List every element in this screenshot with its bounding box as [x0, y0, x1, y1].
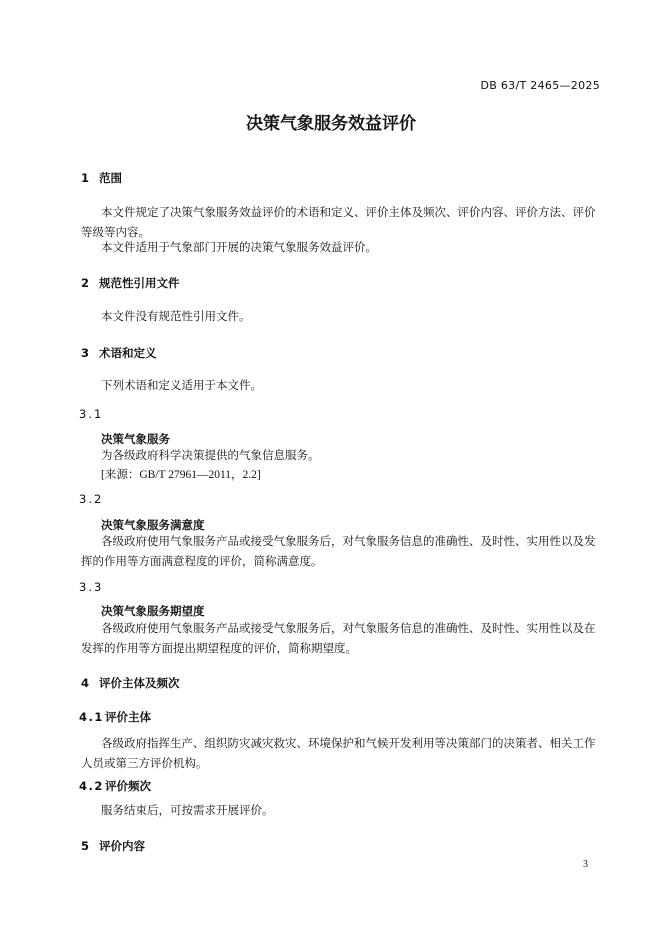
clause-title: 评价频次 [105, 779, 151, 793]
text-line: 挥的作用等方面满意程度的评价，简称满意度。 [81, 556, 323, 568]
clause-3-3-number: 3.3 [79, 580, 104, 594]
section-title: 评价内容 [99, 839, 145, 853]
clause-number: 4.2 [79, 779, 104, 793]
page-number: 3 [583, 859, 588, 870]
section-number: 1 [81, 171, 90, 185]
clause-3-1-number: 3.1 [79, 407, 104, 421]
clause-title: 评价主体 [105, 710, 151, 724]
section-2-paragraph: 本文件没有规范性引用文件。 [101, 311, 251, 323]
section-1-paragraph-2: 本文件适用于气象部门开展的决策气象服务效益评价。 [101, 242, 377, 254]
section-1-paragraph-1 [81, 203, 601, 243]
clause-4-2-paragraph: 服务结束后，可按需求开展评价。 [101, 805, 274, 817]
clause-4-2-heading [79, 778, 151, 794]
clause-4-1-heading [79, 709, 151, 725]
section-2-heading [81, 275, 180, 291]
section-title: 范围 [99, 171, 122, 185]
text-line: 各级政府指挥生产、组织防灾减灾救灾、环境保护和气候开发利用等决策部门的决策者、相关工作 [101, 738, 596, 750]
section-3-heading [81, 345, 157, 361]
section-title: 规范性引用文件 [99, 276, 180, 290]
clause-number: 4.1 [79, 710, 104, 724]
section-1-heading [81, 170, 122, 186]
section-3-paragraph: 下列术语和定义适用于本文件。 [101, 380, 262, 392]
section-number: 5 [81, 839, 90, 853]
clause-3-2-number: 3.2 [79, 492, 104, 506]
section-number: 4 [81, 676, 90, 690]
section-5-heading [81, 838, 145, 854]
text-line: 各级政府使用气象服务产品或接受气象服务后，对气象服务信息的准确性、及时性、实用性以及发 [101, 536, 596, 548]
text-line: 等级等内容。 [81, 227, 150, 239]
clause-3-3-term: 决策气象服务期望度 [101, 604, 205, 618]
clause-3-1-source: [来源：GB/T 27961—2011，2.2] [101, 469, 261, 481]
clause-3-2-term: 决策气象服务满意度 [101, 518, 205, 532]
section-4-heading [81, 675, 180, 691]
clause-3-1-definition: 为各级政府科学决策提供的气象信息服务。 [101, 450, 320, 462]
text-line: 各级政府使用气象服务产品或接受气象服务后，对气象服务信息的准确性、及时性、实用性以及在 [101, 623, 596, 635]
clause-3-2-definition [81, 532, 601, 572]
page-title: 决策气象服务效益评价 [246, 114, 416, 134]
standard-code: DB 63/T 2465—2025 [480, 79, 600, 92]
section-title: 评价主体及频次 [99, 676, 180, 690]
clause-3-1-term: 决策气象服务 [101, 432, 170, 446]
text-line: 人员或第三方评价机构。 [81, 758, 208, 770]
section-title: 术语和定义 [99, 346, 157, 360]
clause-3-3-definition [81, 619, 601, 659]
section-number: 3 [81, 346, 90, 360]
text-line: 发挥的作用等方面提出期望程度的评价，简称期望度。 [81, 643, 357, 655]
clause-4-1-paragraph [81, 734, 601, 774]
text-line: 本文件规定了决策气象服务效益评价的术语和定义、评价主体及频次、评价内容、评价方法、评价 [101, 207, 596, 219]
section-number: 2 [81, 276, 90, 290]
